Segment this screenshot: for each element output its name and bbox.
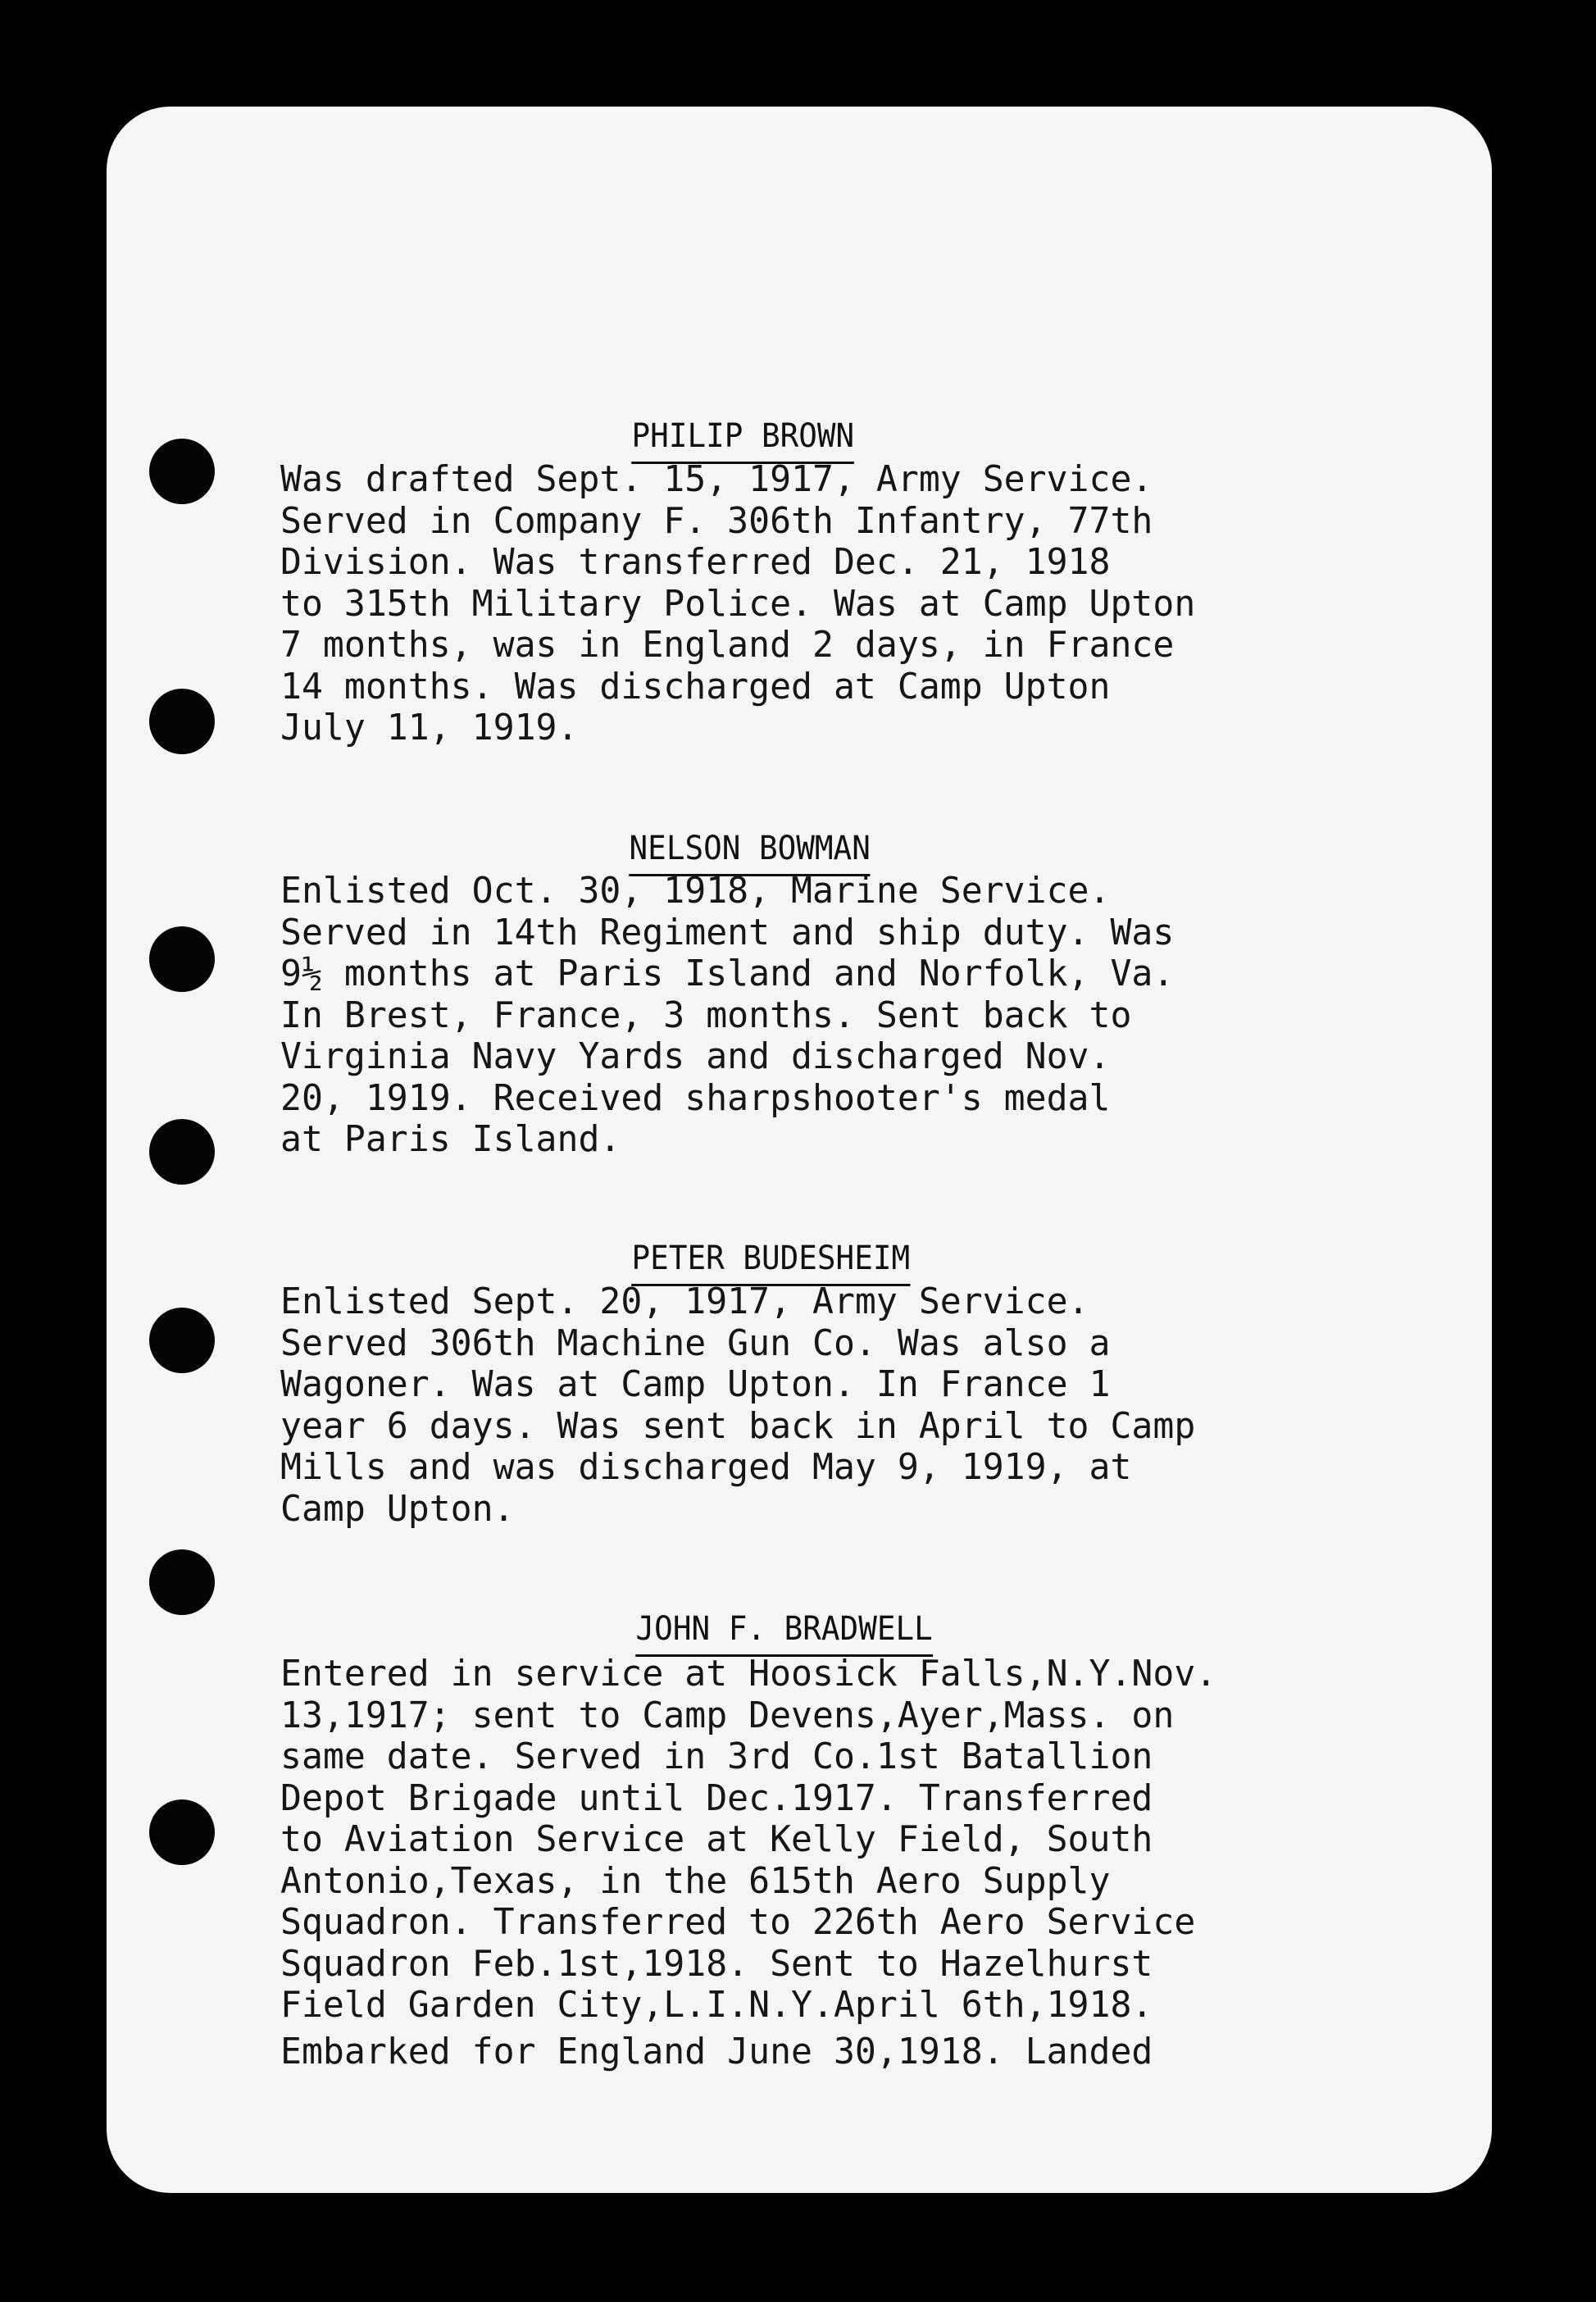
entry-line: to Aviation Service at Kelly Field, South — [280, 1818, 1153, 1860]
entry-line: Virginia Navy Yards and discharged Nov. — [280, 1035, 1111, 1077]
entry-line: Entered in service at Hoosick Falls,N.Y.Nov. — [280, 1653, 1217, 1695]
entry-line: Was drafted Sept. 15, 1917, Army Service. — [280, 458, 1153, 500]
entry-line: Embarked for England June 30,1918. Landed — [280, 2030, 1153, 2072]
entry-line: Division. Was transferred Dec. 21, 1918 — [280, 541, 1111, 583]
entry-line: 14 months. Was discharged at Camp Upton — [280, 665, 1111, 707]
binder-hole-4 — [149, 1119, 215, 1185]
entry-line: Mills and was discharged May 9, 1919, at — [280, 1446, 1132, 1488]
entry-line: Served 306th Machine Gun Co. Was also a — [280, 1322, 1111, 1364]
entry-line: July 11, 1919. — [280, 707, 579, 748]
binder-hole-1 — [149, 439, 215, 504]
entry-body — [280, 459, 1492, 749]
entry-line: Wagoner. Was at Camp Upton. In France 1 — [280, 1363, 1111, 1405]
entry-line: Enlisted Sept. 20, 1917, Army Service. — [280, 1281, 1089, 1322]
record-card — [107, 107, 1492, 2193]
entry-line: to 315th Military Police. Was at Camp Upton — [280, 582, 1196, 625]
entry-line: at Paris Island. — [280, 1118, 621, 1160]
entry-line: 7 months, was in England 2 days, in France — [280, 624, 1175, 666]
entry-line: Field Garden City,L.I.N.Y.April 6th,1918. — [280, 1984, 1153, 2026]
entry-line: Squadron. Transferred to 226th Aero Service — [280, 1901, 1196, 1943]
entry-line: Antonio,Texas, in the 615th Aero Supply — [280, 1859, 1111, 1902]
entry-name-text: PHILIP BROWN — [632, 416, 855, 464]
binder-hole-7 — [149, 1799, 215, 1865]
entry-line: Served in 14th Regiment and ship duty. Was — [280, 911, 1175, 953]
entry-body — [280, 871, 1492, 1161]
entry-line: same date. Served in 3rd Co.1st Batallion — [280, 1736, 1153, 1777]
entry-line: Enlisted Oct. 30, 1918, Marine Service. — [280, 870, 1111, 912]
entry-line: 9½ months at Paris Island and Norfolk, Va. — [280, 953, 1175, 994]
binder-hole-2 — [149, 689, 215, 754]
entry-name-text: PETER BUDESHEIM — [632, 1238, 911, 1286]
entry-name-text: JOHN F. BRADWELL — [636, 1608, 933, 1657]
entry-line: Squadron Feb.1st,1918. Sent to Hazelhurst — [280, 1942, 1153, 1985]
entry-line: Depot Brigade until Dec.1917. Transferred — [280, 1777, 1153, 1819]
entry-line: 20, 1919. Received sharpshooter's medal — [280, 1076, 1111, 1119]
entry-line: Camp Upton. — [280, 1487, 515, 1530]
entry-line: 13,1917; sent to Camp Devens,Ayer,Mass. on — [280, 1694, 1175, 1736]
entry-line: In Brest, France, 3 months. Sent back to — [280, 994, 1132, 1036]
entry-line: year 6 days. Was sent back in April to Camp — [280, 1404, 1196, 1447]
entry-name-text: NELSON BOWMAN — [630, 828, 871, 876]
binder-hole-6 — [149, 1549, 215, 1615]
entry-body — [280, 1281, 1492, 1530]
binder-hole-3 — [149, 926, 215, 992]
entry-body — [280, 1654, 1492, 2072]
binder-hole-5 — [149, 1308, 215, 1373]
entry-line: Served in Company F. 306th Infantry, 77th — [280, 499, 1153, 542]
